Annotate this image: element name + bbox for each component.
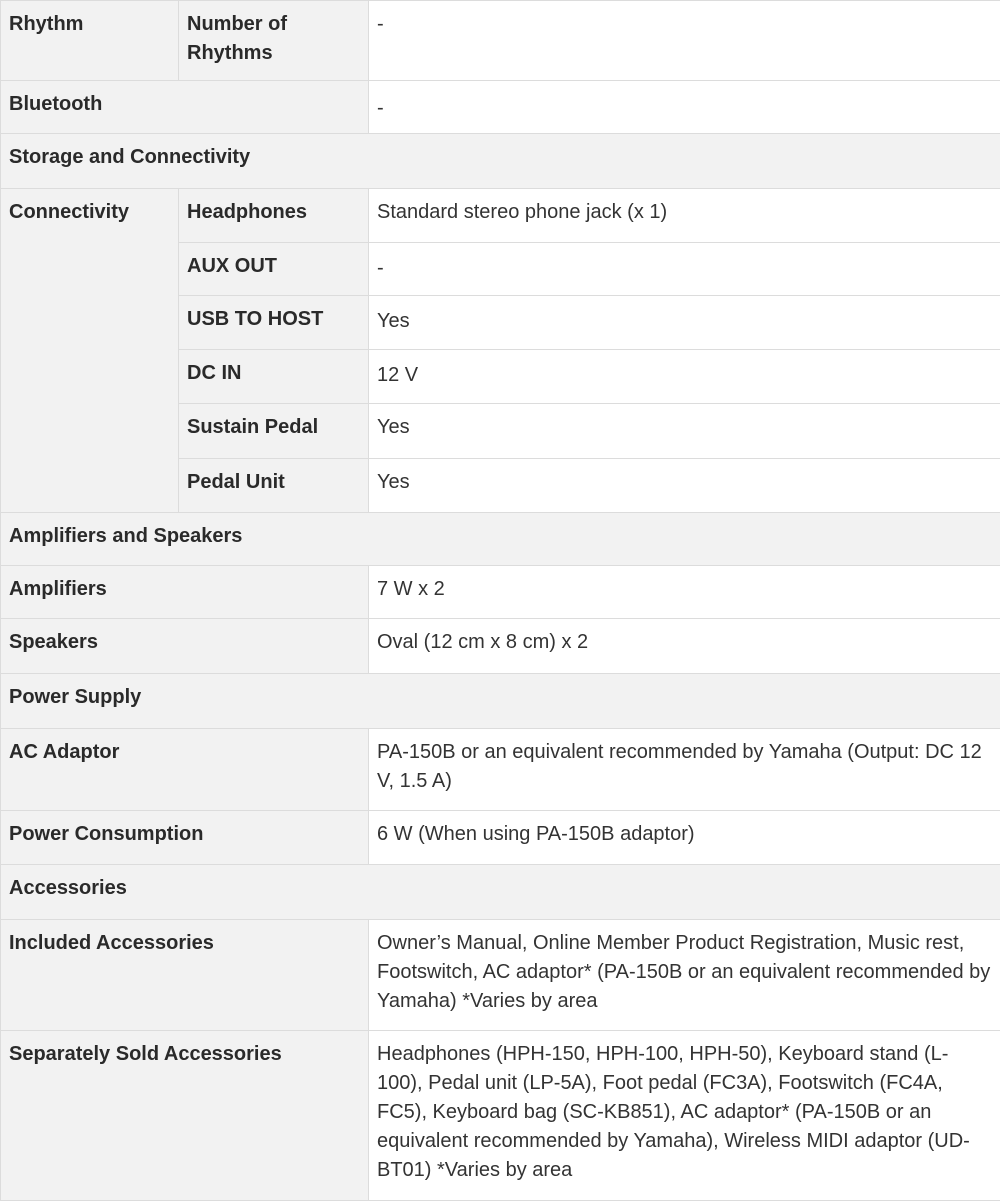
row-value: Yes [369, 296, 1000, 350]
section-header-row [1, 865, 1000, 920]
table-row [1, 189, 1000, 243]
row-value: 7 W x 2 [369, 566, 1000, 619]
row-value: - [369, 81, 1000, 134]
table-row [1, 920, 1000, 1031]
section-header-row [1, 513, 1000, 566]
row-label: Bluetooth [1, 81, 369, 134]
table-row [1, 81, 1000, 134]
row-sublabel: AUX OUT [179, 243, 369, 296]
row-value: Yes [369, 404, 1000, 459]
row-label: Included Accessories [1, 920, 369, 1031]
table-row [1, 1031, 1000, 1201]
row-value: Owner’s Manual, Online Member Product Registration, Music rest, Footswitch, AC adaptor* (PA-150B or an equivalent recommended by Yamaha) *Varies by area [369, 920, 1000, 1031]
row-value: 6 W (When using PA-150B adaptor) [369, 811, 1000, 865]
row-label: Separately Sold Accessories [1, 1031, 369, 1201]
row-sublabel: DC IN [179, 350, 369, 404]
section-title: Power Supply [1, 674, 1000, 729]
row-label: Speakers [1, 619, 369, 674]
row-sublabel: Number of Rhythms [179, 1, 369, 81]
row-value: Headphones (HPH-150, HPH-100, HPH-50), Keyboard stand (L-100), Pedal unit (LP-5A), Foot pedal (FC3A), Footswitch (FC4A, FC5), Keyboard bag (SC-KB851), AC adaptor* (PA-150B or an equivalent recommended by Yamaha), Wireless MIDI adaptor (UD-BT01) *Varies by area [369, 1031, 1000, 1201]
table-row [1, 566, 1000, 619]
row-sublabel: Pedal Unit [179, 459, 369, 513]
row-sublabel: Headphones [179, 189, 369, 243]
row-label: Rhythm [1, 1, 179, 81]
row-label: Connectivity [1, 189, 179, 513]
row-value: 12 V [369, 350, 1000, 404]
section-header-row [1, 134, 1000, 189]
table-row [1, 619, 1000, 674]
row-label: Amplifiers [1, 566, 369, 619]
row-value: - [369, 243, 1000, 296]
table-row [1, 811, 1000, 865]
section-title: Accessories [1, 865, 1000, 920]
section-title: Storage and Connectivity [1, 134, 1000, 189]
row-sublabel: Sustain Pedal [179, 404, 369, 459]
row-label: Power Consumption [1, 811, 369, 865]
row-value: Yes [369, 459, 1000, 513]
row-sublabel: USB TO HOST [179, 296, 369, 350]
row-value: - [369, 1, 1000, 81]
row-value: Standard stereo phone jack (x 1) [369, 189, 1000, 243]
row-label: AC Adaptor [1, 729, 369, 811]
row-value: PA-150B or an equivalent recommended by Yamaha (Output: DC 12 V, 1.5 A) [369, 729, 1000, 811]
table-row [1, 729, 1000, 811]
section-title: Amplifiers and Speakers [1, 513, 1000, 566]
section-header-row [1, 674, 1000, 729]
row-value: Oval (12 cm x 8 cm) x 2 [369, 619, 1000, 674]
table-row [1, 1, 1000, 81]
